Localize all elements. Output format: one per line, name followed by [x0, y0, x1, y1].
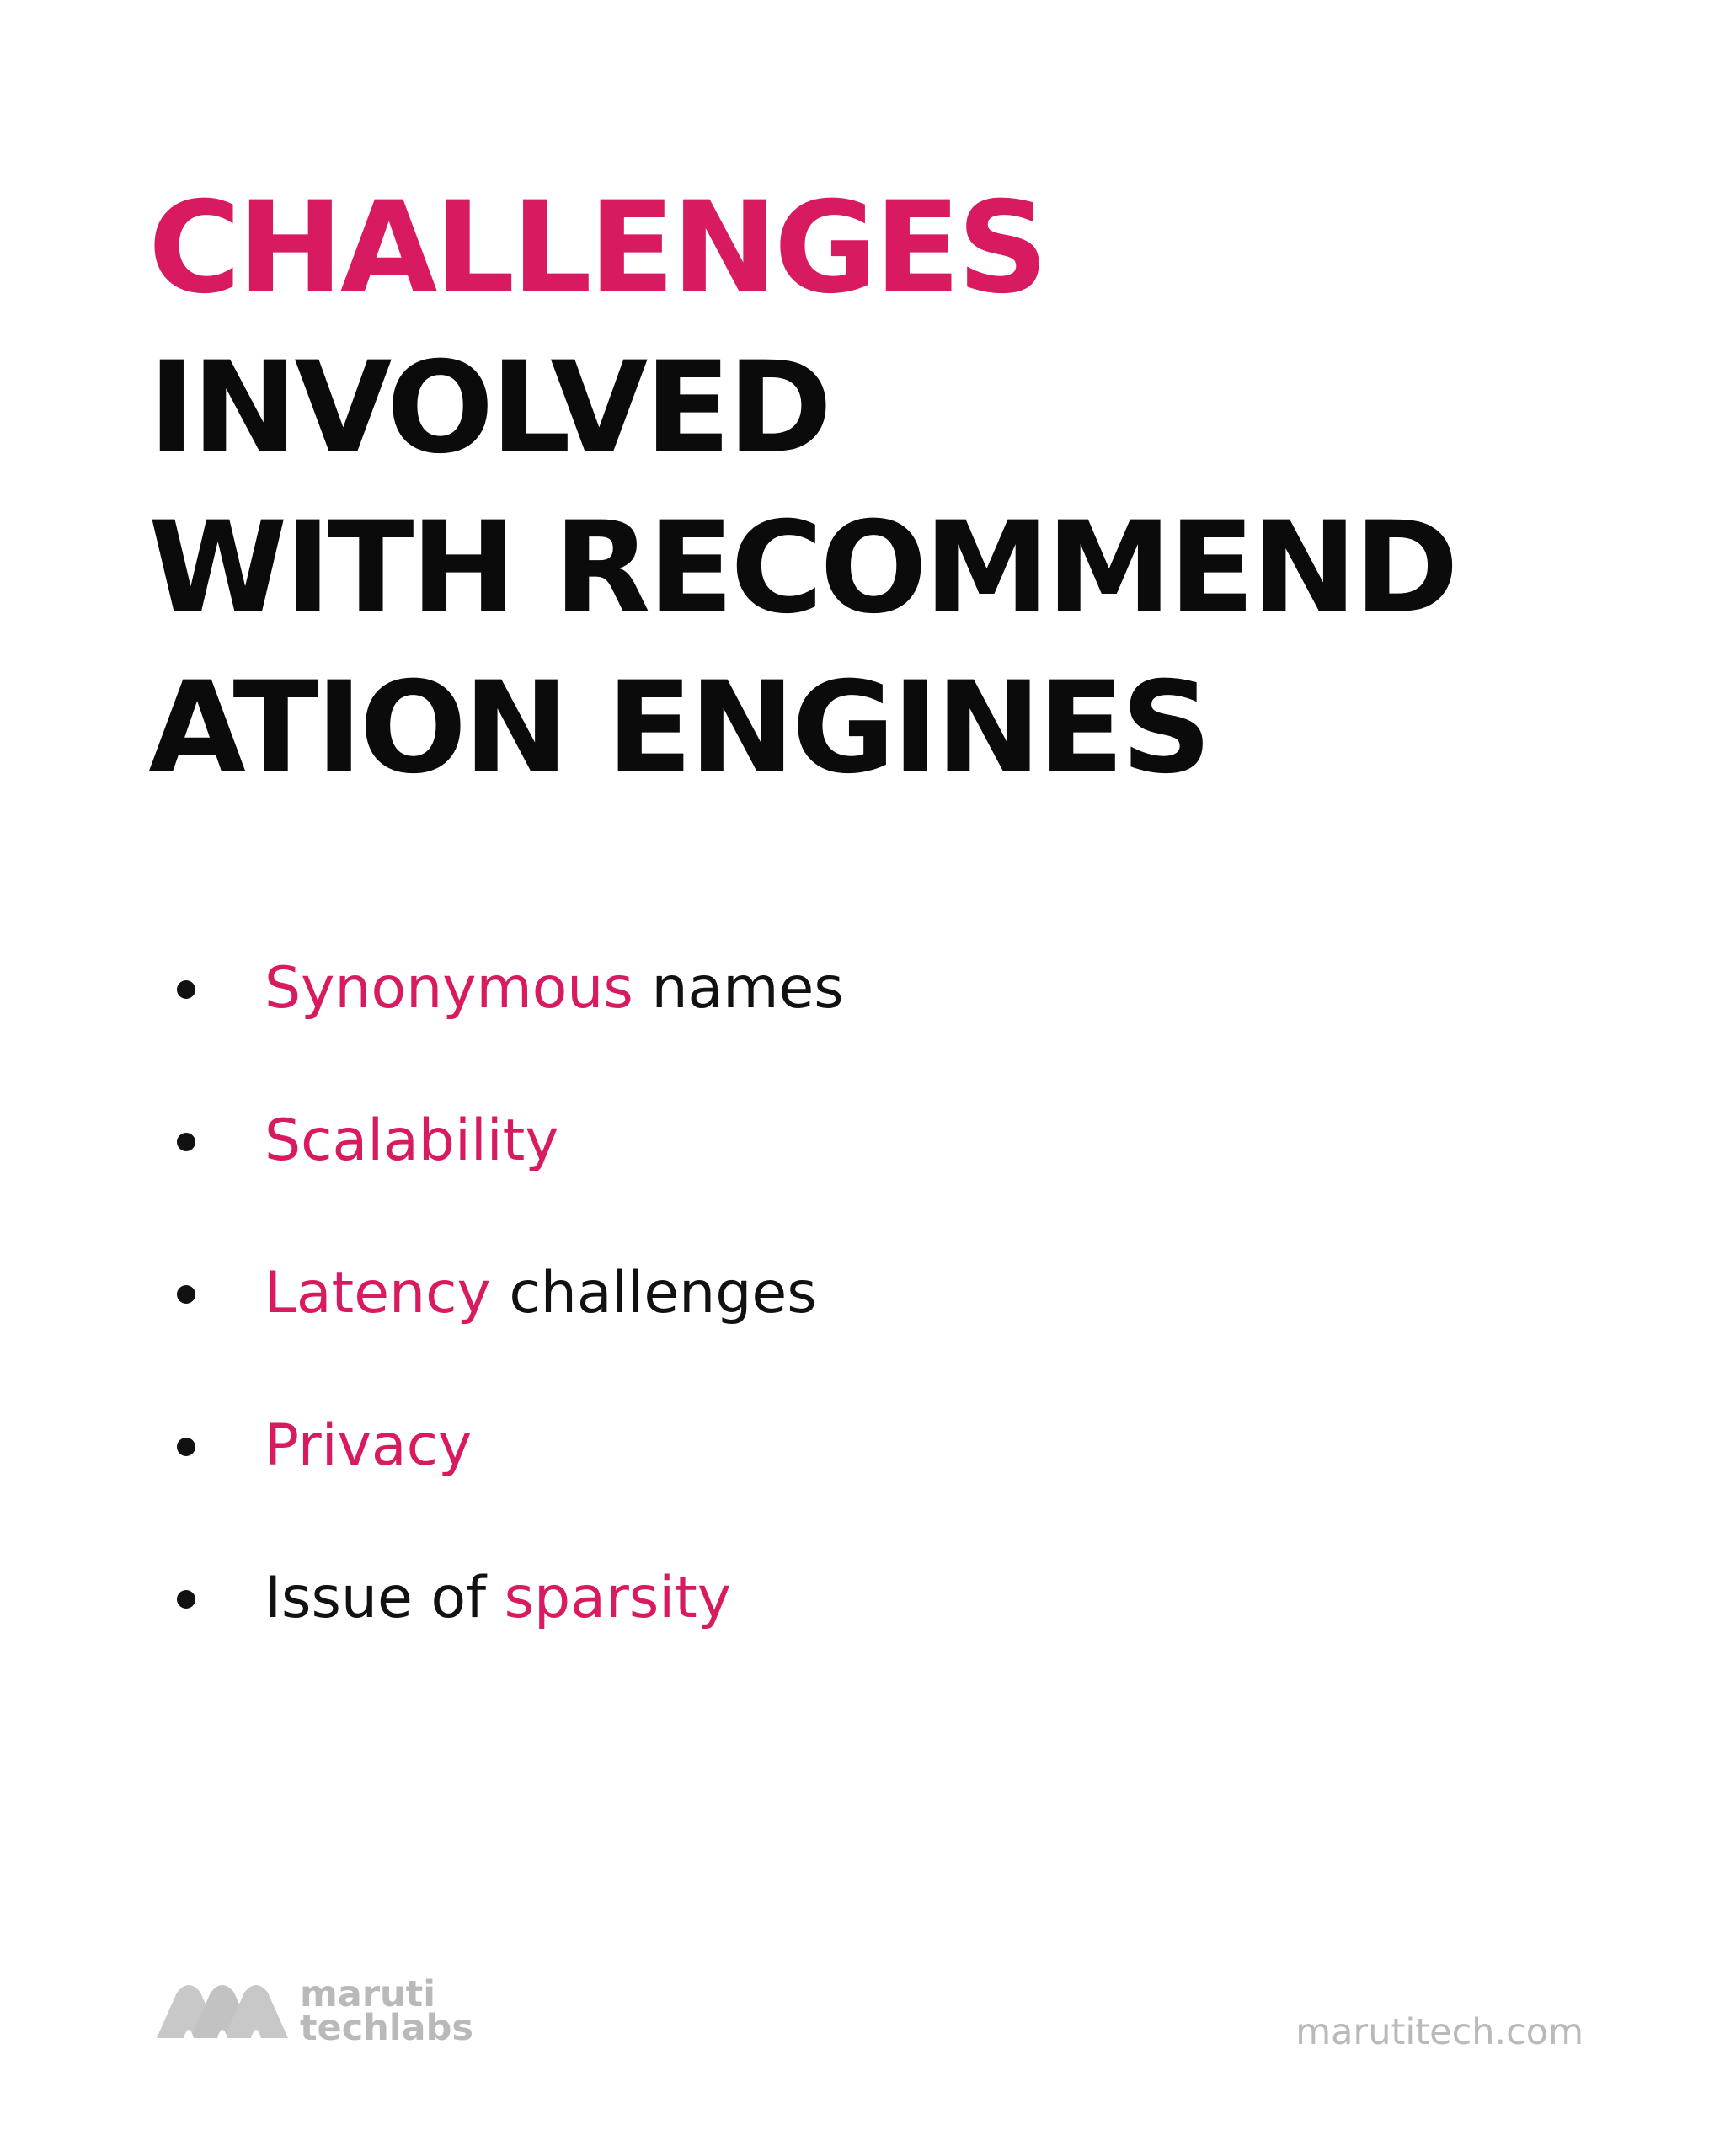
list-item-text: challenges — [490, 1260, 817, 1326]
bullet-dot-icon — [177, 1133, 195, 1151]
heading-line-with-recommend: WITH RECOMMEND — [148, 495, 1455, 642]
list-item-scalability — [177, 1104, 844, 1257]
list-item-text: Issue of — [264, 1565, 505, 1631]
heading-line-challenges: CHALLENGES — [148, 175, 1045, 322]
list-item-synonymous-names — [177, 952, 844, 1104]
maruti-techlabs-logo-icon — [155, 1977, 290, 2045]
website-url: marutitech.com — [1295, 2011, 1583, 2053]
brand-name-line2: techlabs — [300, 2007, 473, 2049]
brand-name — [300, 1973, 473, 2049]
brand-name-line1: maruti — [300, 1973, 435, 2015]
list-item-text: names — [633, 955, 844, 1022]
bullet-dot-icon — [177, 1285, 195, 1304]
page-heading — [148, 168, 1455, 808]
bullet-dot-icon — [177, 980, 195, 999]
list-item-latency-challenges — [177, 1257, 844, 1409]
challenges-list — [177, 952, 844, 1714]
heading-line-ation-engines: ATION ENGINES — [148, 655, 1209, 802]
list-item-issue-of-sparsity — [177, 1561, 844, 1714]
bullet-dot-icon — [177, 1590, 195, 1609]
brand-logo — [155, 1973, 473, 2049]
heading-line-involved: INVOLVED — [148, 335, 830, 482]
list-item-highlight: Latency — [264, 1260, 491, 1326]
list-item-privacy — [177, 1409, 844, 1561]
list-item-highlight: sparsity — [504, 1565, 732, 1631]
list-item-highlight: Scalability — [264, 1107, 559, 1174]
bullet-dot-icon — [177, 1438, 195, 1456]
list-item-highlight: Privacy — [264, 1412, 473, 1479]
list-item-highlight: Synonymous — [264, 955, 633, 1022]
